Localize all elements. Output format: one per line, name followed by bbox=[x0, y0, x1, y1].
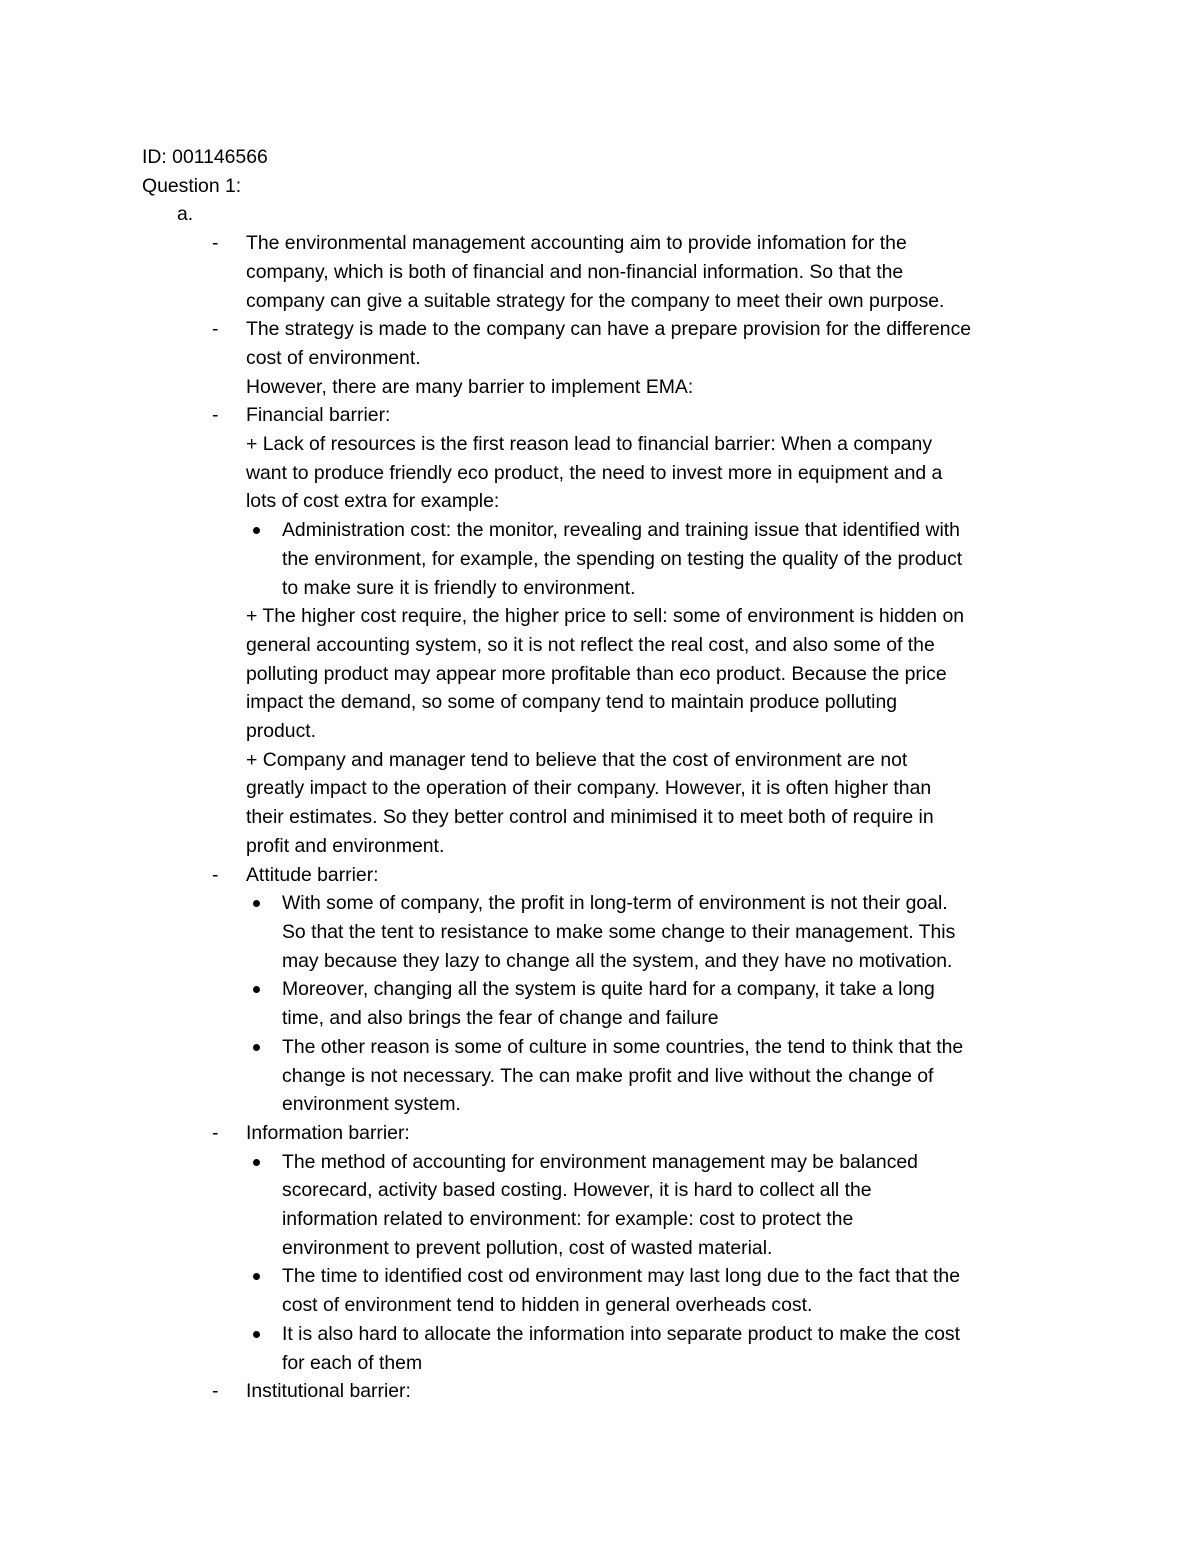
text-line: want to produce friendly eco product, the need to invest more in equipment and a bbox=[246, 461, 943, 484]
attitude-bullet-item bbox=[142, 889, 1082, 975]
text-line: + Company and manager tend to believe that the cost of environment are not bbox=[246, 748, 908, 771]
text-line: greatly impact to the operation of their company. However, it is often higher than bbox=[246, 777, 932, 800]
dash-marker: - bbox=[212, 863, 219, 886]
text-line: change is not necessary. The can make profit and live without the change of bbox=[282, 1064, 934, 1087]
text-line: cost of environment tend to hidden in general overheads cost. bbox=[282, 1294, 813, 1317]
bullet-icon bbox=[253, 1331, 260, 1338]
information-bullet-item bbox=[142, 1262, 1082, 1319]
institutional-barrier-heading: Institutional barrier: bbox=[246, 1380, 411, 1403]
text-line: With some of company, the profit in long-term of environment is not their goal. bbox=[282, 892, 948, 915]
financial-barrier-heading: Financial barrier: bbox=[246, 404, 391, 427]
text-line: The method of accounting for environment management may be balanced bbox=[282, 1150, 918, 1173]
text-line: The environmental management accounting aim to provide infomation for the bbox=[246, 232, 907, 255]
dash-item-institutional-barrier bbox=[142, 1377, 1082, 1406]
text-line: information related to environment: for example: cost to protect the bbox=[282, 1208, 854, 1231]
text-line: environment system. bbox=[282, 1093, 461, 1116]
text-line: their estimates. So they better control and minimised it to meet both of require in bbox=[246, 806, 934, 829]
dash-marker: - bbox=[212, 318, 219, 341]
dash-item-ema-aim bbox=[142, 229, 1082, 315]
text-line: impact the demand, so some of company tend to maintain produce polluting bbox=[246, 691, 898, 714]
text-line: Administration cost: the monitor, revealing and training issue that identified with bbox=[282, 519, 960, 542]
text-line: cost of environment. bbox=[246, 346, 421, 369]
attitude-bullet-item bbox=[142, 975, 1082, 1032]
dash-item-strategy bbox=[142, 315, 1082, 372]
dash-marker: - bbox=[212, 1380, 219, 1403]
attitude-barrier-heading: Attitude barrier: bbox=[246, 863, 379, 886]
text-line: profit and environment. bbox=[246, 834, 445, 857]
text-line: scorecard, activity based costing. However, it is hard to collect all the bbox=[282, 1179, 872, 1202]
text-line: It is also hard to allocate the information into separate product to make the cost bbox=[282, 1322, 960, 1345]
text-line: company can give a suitable strategy for the company to meet their own purpose. bbox=[246, 289, 945, 312]
text-line: So that the tent to resistance to make some change to their management. This bbox=[282, 920, 956, 943]
attitude-bullet-item bbox=[142, 1033, 1082, 1119]
text-line: company, which is both of financial and non-financial information. So that the bbox=[246, 260, 904, 283]
text-line: environment to prevent pollution, cost of wasted material. bbox=[282, 1236, 773, 1259]
financial-bullet-item bbox=[142, 516, 1082, 602]
bullet-icon bbox=[253, 986, 260, 993]
bullet-icon bbox=[253, 1273, 260, 1280]
dash-item-financial-barrier bbox=[142, 401, 1082, 430]
financial-plus-point-1 bbox=[142, 430, 1082, 516]
dash-item-information-barrier bbox=[142, 1119, 1082, 1148]
text-line: general accounting system, so it is not reflect the real cost, and also some of the bbox=[246, 633, 935, 656]
financial-plus-point-2 bbox=[142, 602, 1082, 746]
bullet-icon bbox=[253, 1159, 260, 1166]
text-line: The strategy is made to the company can have a prepare provision for the difference bbox=[246, 318, 972, 341]
text-line: time, and also brings the fear of change and failure bbox=[282, 1007, 719, 1030]
information-bullet-item bbox=[142, 1148, 1082, 1263]
dash-marker: - bbox=[212, 404, 219, 427]
question-heading: Question 1: bbox=[142, 174, 242, 197]
information-bullet-item bbox=[142, 1320, 1082, 1377]
text-line: Moreover, changing all the system is quite hard for a company, it take a long bbox=[282, 978, 935, 1001]
text-line: polluting product may appear more profitable than eco product. Because the price bbox=[246, 662, 947, 685]
barrier-intro: However, there are many barrier to implement EMA: bbox=[246, 375, 694, 398]
information-barrier-heading: Information barrier: bbox=[246, 1121, 410, 1144]
bullet-icon bbox=[253, 900, 260, 907]
part-a-label: a. bbox=[177, 203, 194, 226]
text-line: to make sure it is friendly to environment. bbox=[282, 576, 636, 599]
dash-marker: - bbox=[212, 232, 219, 255]
text-line: the environment, for example, the spending on testing the quality of the product bbox=[282, 547, 963, 570]
text-line: lots of cost extra for example: bbox=[246, 490, 500, 513]
bullet-icon bbox=[253, 527, 260, 534]
text-line: for each of them bbox=[282, 1351, 423, 1374]
dash-item-attitude-barrier bbox=[142, 861, 1082, 890]
document-body bbox=[142, 143, 1082, 1406]
text-line: product. bbox=[246, 720, 317, 743]
text-line: + Lack of resources is the first reason lead to financial barrier: When a company bbox=[246, 433, 933, 456]
dash-marker: - bbox=[212, 1121, 219, 1144]
bullet-icon bbox=[253, 1044, 260, 1051]
text-line: The other reason is some of culture in some countries, the tend to think that the bbox=[282, 1035, 964, 1058]
student-id: ID: 001146566 bbox=[142, 146, 268, 168]
text-line: + The higher cost require, the higher price to sell: some of environment is hidden on bbox=[246, 605, 965, 628]
text-line: The time to identified cost od environment may last long due to the fact that the bbox=[282, 1265, 960, 1288]
text-line: may because they lazy to change all the system, and they have no motivation. bbox=[282, 949, 953, 972]
financial-plus-point-3 bbox=[142, 746, 1082, 861]
